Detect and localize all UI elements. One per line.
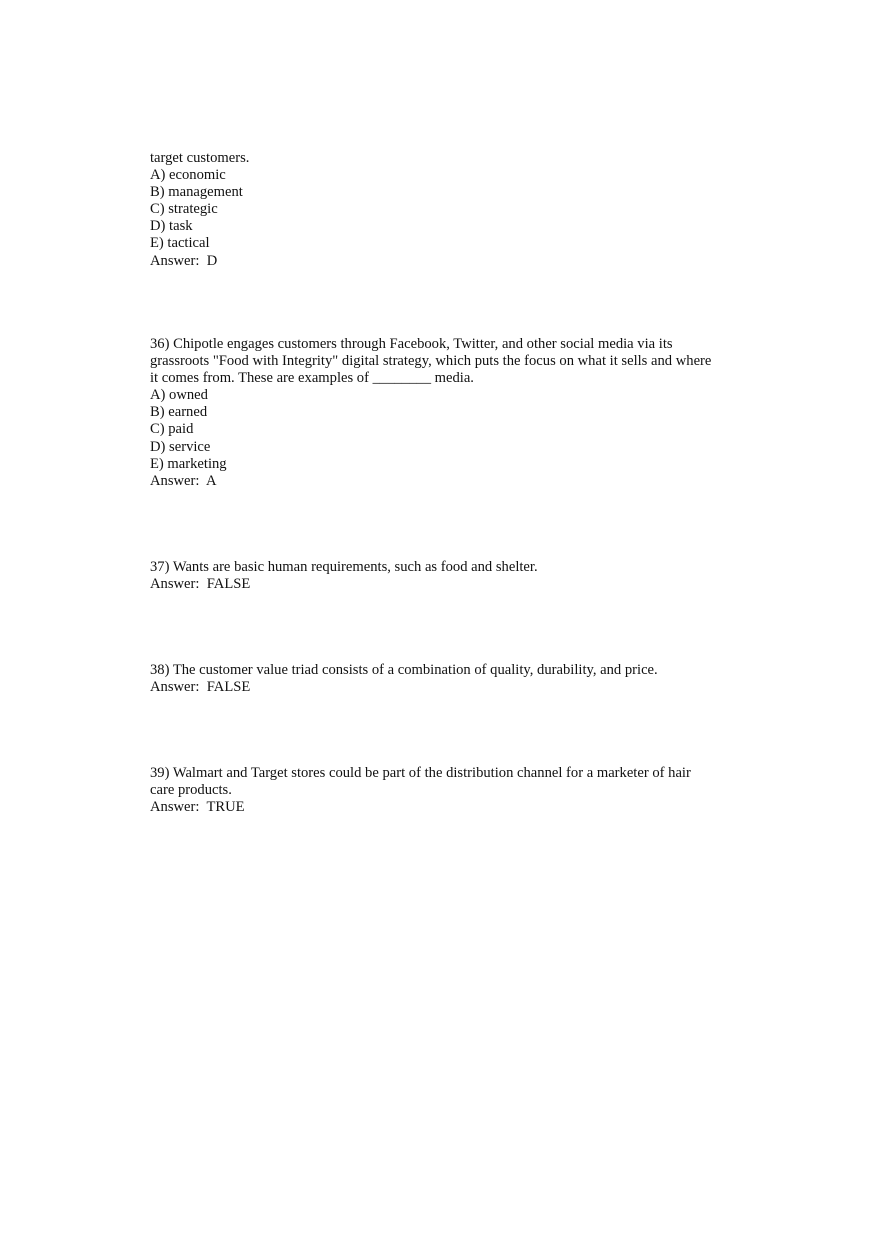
- question-stem: it comes from. These are examples of ________ media.: [150, 370, 474, 387]
- option: E) tactical: [150, 235, 210, 252]
- option: A) economic: [150, 167, 226, 184]
- question-35: [150, 150, 740, 270]
- answer: Answer: FALSE: [150, 576, 251, 593]
- answer: Answer: A: [150, 472, 217, 489]
- answer: Answer: FALSE: [150, 679, 251, 696]
- option: C) paid: [150, 421, 194, 438]
- answer: Answer: D: [150, 252, 218, 269]
- option: A) owned: [150, 387, 208, 404]
- question-stem: care products.: [150, 782, 232, 799]
- question-36: [150, 336, 740, 490]
- option: C) strategic: [150, 201, 218, 218]
- question-stem: 39) Walmart and Target stores could be part of the distribution channel for a marketer of hair: [150, 765, 691, 781]
- answer: Answer: TRUE: [150, 799, 245, 816]
- question-38: [150, 662, 740, 696]
- question-stem: target customers.: [150, 150, 250, 166]
- question-stem: 38) The customer value triad consists of a combination of quality, durability, and price.: [150, 662, 658, 678]
- option: D) service: [150, 438, 211, 455]
- question-stem: 37) Wants are basic human requirements, such as food and shelter.: [150, 559, 538, 575]
- option: D) task: [150, 218, 193, 235]
- question-stem: 36) Chipotle engages customers through Facebook, Twitter, and other social media via its: [150, 336, 673, 352]
- question-37: [150, 559, 740, 593]
- question-39: [150, 765, 740, 816]
- option: E) marketing: [150, 455, 227, 472]
- option: B) earned: [150, 404, 208, 421]
- question-stem: grassroots "Food with Integrity" digital strategy, which puts the focus on what it sells and where: [150, 353, 712, 370]
- option: B) management: [150, 184, 243, 201]
